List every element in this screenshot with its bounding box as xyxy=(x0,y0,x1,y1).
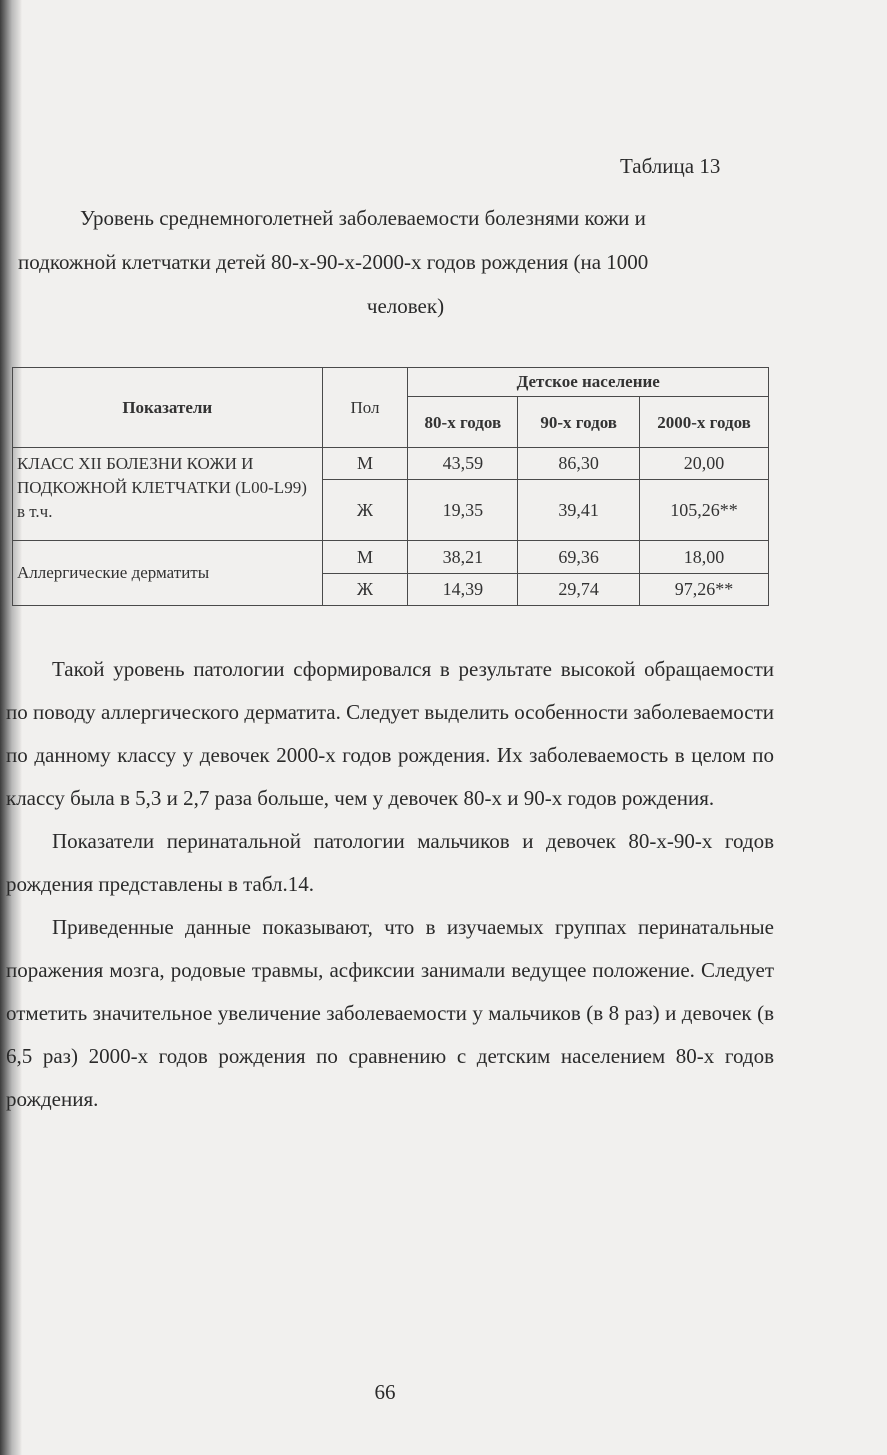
header-period-80s: 80-х годов xyxy=(408,397,518,448)
header-period-2000s: 2000-х годов xyxy=(640,397,769,448)
header-sex: Пол xyxy=(322,368,408,448)
page-number: 66 xyxy=(374,1380,396,1404)
table-number: Таблица 13 xyxy=(620,154,721,178)
body-text xyxy=(6,648,774,1121)
value-cell: 43,59 xyxy=(408,448,518,480)
table-row xyxy=(13,541,769,574)
value-cell: 39,41 xyxy=(518,480,640,541)
value-cell: 38,21 xyxy=(408,541,518,574)
sex-cell: М xyxy=(322,448,408,480)
value-cell: 69,36 xyxy=(518,541,640,574)
header-period-90s: 90-х годов xyxy=(518,397,640,448)
value-cell: 29,74 xyxy=(518,574,640,606)
row-name-skin-class: КЛАСС XII БОЛЕЗНИ КОЖИ И ПОДКОЖНОЙ КЛЕТЧАТКИ (L00-L99) в т.ч. xyxy=(13,448,323,541)
value-cell: 18,00 xyxy=(640,541,769,574)
table-caption xyxy=(18,196,773,328)
table-row xyxy=(13,448,769,480)
value-cell: 14,39 xyxy=(408,574,518,606)
value-cell: 19,35 xyxy=(408,480,518,541)
caption-line-2: подкожной клетчатки детей 80-х-90-х-2000-х годов рождения (на 1000 xyxy=(18,250,649,274)
value-cell: 20,00 xyxy=(640,448,769,480)
header-child-population: Детское население xyxy=(408,368,769,397)
sex-cell: Ж xyxy=(322,574,408,606)
value-cell: 86,30 xyxy=(518,448,640,480)
sex-cell: Ж xyxy=(322,480,408,541)
sex-cell: М xyxy=(322,541,408,574)
morbidity-table xyxy=(12,367,769,606)
paragraph: Такой уровень патологии сформировался в результате высокой обращаемости по поводу аллергического дерматита. Следует выделить особенности заболеваемости по данному классу у девочек 2000-х годов рождения. Их заболеваемость в целом по классу была в 5,3 и 2,7 раза больше, чем у девочек 80-х и 90-х годов рождения. xyxy=(6,657,774,810)
paragraph: Показатели перинатальной патологии мальчиков и девочек 80-х-90-х годов рождения представлены в табл.14. xyxy=(6,829,774,896)
value-cell: 105,26** xyxy=(640,480,769,541)
paragraph: Приведенные данные показывают, что в изучаемых группах перинатальные поражения мозга, родовые травмы, асфиксии занимали ведущее положение. Следует отметить значительное увеличение заболеваемости у мальчиков (в 8 раз) и девочек (в 6,5 раз) 2000-х годов рождения по сравнению с детским населением 80-х годов рождения. xyxy=(6,915,774,1111)
value-cell: 97,26** xyxy=(640,574,769,606)
header-indicator: Показатели xyxy=(13,368,323,448)
caption-line-3: человек) xyxy=(366,294,445,318)
caption-line-1: Уровень среднемноголетней заболеваемости болезнями кожи и xyxy=(80,206,646,230)
row-name-allergic-dermatitis: Аллергические дерматиты xyxy=(13,541,323,606)
